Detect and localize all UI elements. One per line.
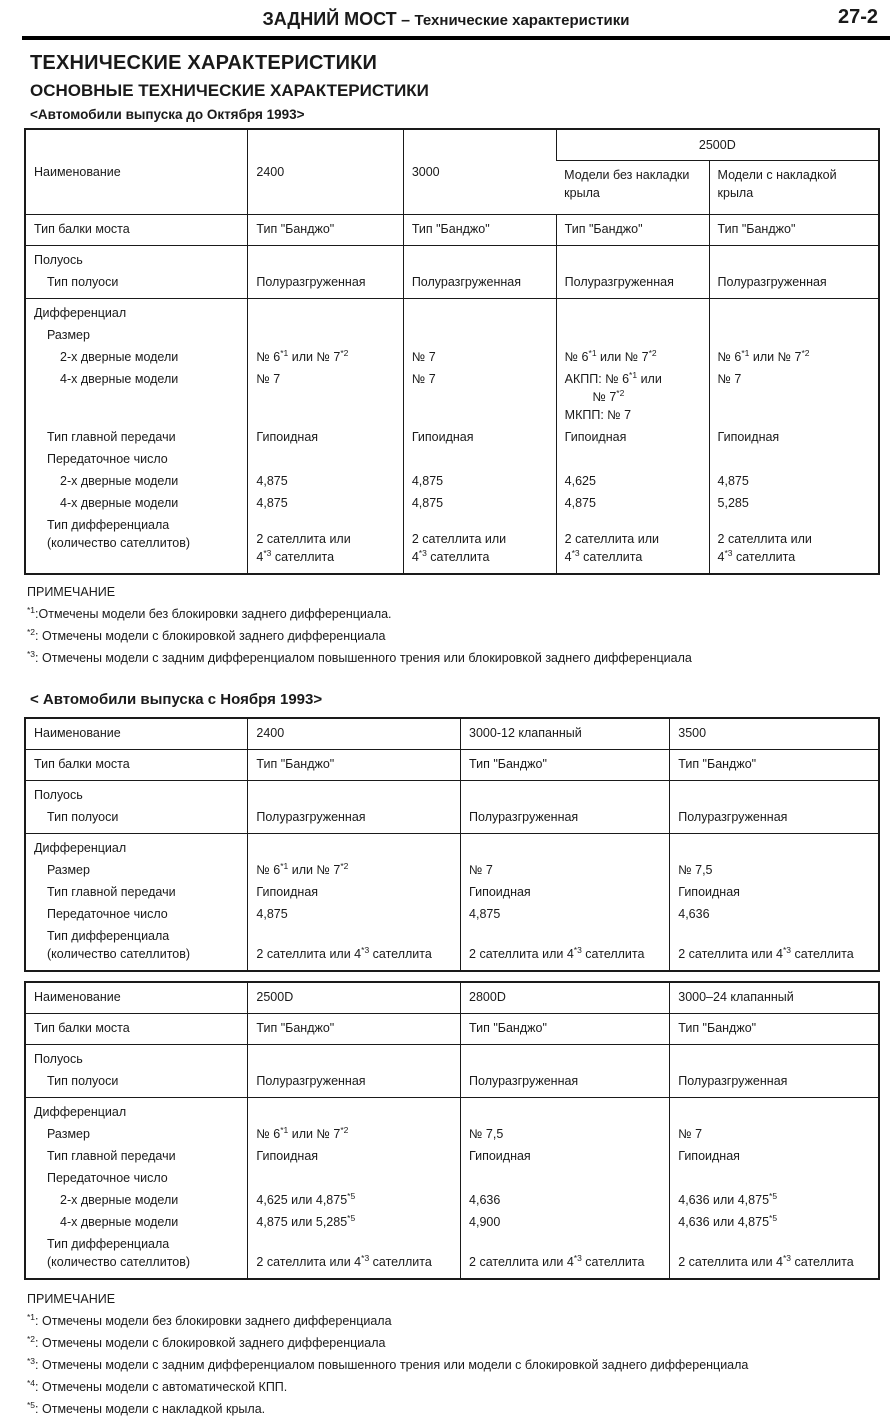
cell-value bbox=[709, 324, 879, 346]
table-row bbox=[25, 1167, 879, 1189]
cell-value: № 6$^{*1}$ или № 7$^{*2}$ bbox=[248, 346, 403, 368]
cell-value: № 7 bbox=[709, 368, 879, 426]
cell-value: АКПП: № 6$^{*1}$ или № 7$^{*2}$ МКПП: № 7 bbox=[556, 368, 709, 426]
note-line-3: $^{*3}$: Отмечены модели с задним дифференциалом повышенного трения или блокировкой заднего дифференциала bbox=[27, 648, 692, 665]
row-label: Тип главной передачи bbox=[47, 1149, 176, 1163]
row-label: Дифференциал bbox=[34, 306, 127, 320]
cell-value bbox=[403, 324, 556, 346]
cell-value: Полуразгруженная bbox=[248, 806, 461, 834]
cell-value: Гипоидная bbox=[248, 881, 461, 903]
cell-value bbox=[461, 1045, 670, 1071]
table-row bbox=[25, 1070, 879, 1098]
cell-value: Тип "Банджо" bbox=[248, 750, 461, 781]
row-label: Тип балки моста bbox=[34, 1021, 130, 1035]
table-header bbox=[25, 129, 879, 215]
table-section bbox=[25, 1045, 879, 1098]
cell-value: № 7 bbox=[461, 859, 670, 881]
note-line-3: $^{*3}$: Отмечены модели с задним дифференциалом повышенного трения или модели с блокировкой заднего дифференциала bbox=[27, 1355, 749, 1372]
cell-value: 4,875 bbox=[556, 492, 709, 514]
cell-value: 4,636 или 4,875$^{*5}$ bbox=[670, 1211, 879, 1233]
table-row bbox=[25, 1189, 879, 1211]
table-row bbox=[25, 1014, 879, 1045]
spec-table-from-nov-1993-petrol bbox=[0, 717, 892, 972]
header-cell: 2500D bbox=[556, 129, 879, 161]
cell-value bbox=[670, 834, 879, 860]
cell-value: 2 сателлита или 4$^{*3}$ сателлита bbox=[248, 514, 403, 574]
cell-value: № 7,5 bbox=[670, 859, 879, 881]
cell-value bbox=[403, 246, 556, 272]
spec-table-from-nov-1993-diesel-table bbox=[24, 981, 880, 1280]
cell-value: 2 сателлита или 4$^{*3}$ сателлита bbox=[709, 514, 879, 574]
cell-value bbox=[248, 1167, 461, 1189]
section-label-before-oct-1993: <Автомобили выпуска до Октября 1993> bbox=[30, 107, 305, 122]
table-section bbox=[25, 1014, 879, 1045]
row-label: 2-х дверные модели bbox=[60, 350, 179, 364]
table-row bbox=[25, 215, 879, 246]
cell-value: 4,900 bbox=[461, 1211, 670, 1233]
cell-value: 2 сателлита или 4$^{*3}$ сателлита bbox=[403, 514, 556, 574]
header-cell: Наименование bbox=[34, 165, 121, 179]
cell-value: Гипоидная bbox=[248, 1145, 461, 1167]
row-label: Тип полуоси bbox=[47, 275, 119, 289]
cell-value: Полуразгруженная bbox=[403, 271, 556, 299]
cell-value: Тип "Банджо" bbox=[403, 215, 556, 246]
row-label: 2-х дверные модели bbox=[60, 1193, 179, 1207]
cell-value: Тип "Банджо" bbox=[248, 1014, 461, 1045]
chapter-subtitle: Технические характеристики bbox=[414, 12, 630, 29]
table-row bbox=[25, 448, 879, 470]
table-row bbox=[25, 718, 879, 750]
cell-value bbox=[248, 324, 403, 346]
row-label: Полуось bbox=[34, 788, 83, 802]
table-section bbox=[25, 246, 879, 299]
table-section bbox=[25, 750, 879, 781]
cell-value: 2 сателлита или 4$^{*3}$ сателлита bbox=[461, 925, 670, 971]
table-section bbox=[25, 834, 879, 972]
cell-value bbox=[461, 781, 670, 807]
table-section bbox=[25, 1098, 879, 1280]
cell-value: 2800D bbox=[461, 982, 670, 1014]
cell-value: 3000–24 клапанный bbox=[670, 982, 879, 1014]
cell-value: Полуразгруженная bbox=[248, 271, 403, 299]
cell-value: Гипоидная bbox=[461, 1145, 670, 1167]
row-label: Передаточное число bbox=[47, 907, 168, 921]
cell-value: 2400 bbox=[248, 718, 461, 750]
cell-value: № 6$^{*1}$ или № 7$^{*2}$ bbox=[556, 346, 709, 368]
cell-value: Полуразгруженная bbox=[709, 271, 879, 299]
table-section bbox=[25, 718, 879, 750]
cell-value bbox=[461, 1167, 670, 1189]
cell-value: 4,875 bbox=[248, 470, 403, 492]
cell-value: Гипоидная bbox=[461, 881, 670, 903]
table-row bbox=[25, 781, 879, 807]
cell-value bbox=[403, 299, 556, 325]
cell-value: Гипоидная bbox=[670, 881, 879, 903]
note-line-2: $^{*2}$: Отмечены модели с блокировкой заднего дифференциала bbox=[27, 1333, 386, 1350]
spec-table-from-nov-1993-petrol-table bbox=[24, 717, 880, 972]
cell-value: 2 сателлита или 4$^{*3}$ сателлита bbox=[670, 1233, 879, 1279]
table-row bbox=[25, 346, 879, 368]
row-label: Тип балки моста bbox=[34, 222, 130, 236]
cell-value: Гипоидная bbox=[403, 426, 556, 448]
table-row bbox=[25, 299, 879, 325]
section-label-from-nov-1993: < Автомобили выпуска с Ноября 1993> bbox=[30, 691, 323, 708]
table-row bbox=[25, 750, 879, 781]
sub-heading: ОСНОВНЫЕ ТЕХНИЧЕСКИЕ ХАРАКТЕРИСТИКИ bbox=[30, 81, 429, 100]
spec-table-from-nov-1993-diesel bbox=[0, 981, 892, 1280]
cell-value bbox=[709, 246, 879, 272]
cell-value bbox=[670, 1045, 879, 1071]
cell-value: № 7 bbox=[248, 368, 403, 426]
cell-value: 4,875 bbox=[461, 903, 670, 925]
header-cell: Модели без накладки крыла bbox=[564, 168, 690, 200]
cell-value: № 7 bbox=[403, 346, 556, 368]
row-label: Тип балки моста bbox=[34, 757, 130, 771]
notes-block-1 bbox=[27, 582, 892, 669]
table-row bbox=[25, 514, 879, 574]
cell-value: Гипоидная bbox=[709, 426, 879, 448]
cell-value: 4,875 bbox=[709, 470, 879, 492]
cell-value bbox=[248, 246, 403, 272]
table-row bbox=[25, 1098, 879, 1124]
table-section bbox=[25, 299, 879, 575]
cell-value: 4,875 bbox=[403, 492, 556, 514]
cell-value bbox=[403, 448, 556, 470]
row-label: 4-х дверные модели bbox=[60, 372, 179, 386]
cell-value: Полуразгруженная bbox=[461, 806, 670, 834]
header-row bbox=[25, 129, 879, 161]
cell-value: Гипоидная bbox=[248, 426, 403, 448]
row-label: Наименование bbox=[34, 726, 121, 740]
cell-value bbox=[248, 781, 461, 807]
cell-value: 4,875 bbox=[248, 903, 461, 925]
table-row bbox=[25, 834, 879, 860]
table-section bbox=[25, 215, 879, 246]
cell-value bbox=[461, 1098, 670, 1124]
row-label: Полуось bbox=[34, 253, 83, 267]
table-row bbox=[25, 426, 879, 448]
table-row bbox=[25, 806, 879, 834]
cell-value: № 7 bbox=[670, 1123, 879, 1145]
table-row bbox=[25, 1123, 879, 1145]
cell-value: Гипоидная bbox=[670, 1145, 879, 1167]
header-cell: 2400 bbox=[248, 129, 403, 215]
cell-value: 4,625 bbox=[556, 470, 709, 492]
cell-value: Полуразгруженная bbox=[670, 806, 879, 834]
cell-value: 4,636 bbox=[670, 903, 879, 925]
row-label: Передаточное число bbox=[47, 1171, 168, 1185]
row-label: Дифференциал bbox=[34, 1105, 127, 1119]
row-label: Тип главной передачи bbox=[47, 430, 176, 444]
note-line-1: $^{*1}$: Отмечены модели без блокировки заднего дифференциала bbox=[27, 1311, 392, 1328]
row-label: Тип дифференциала (количество сателлитов) bbox=[47, 518, 191, 550]
row-label: Наименование bbox=[34, 990, 121, 1004]
cell-value: Тип "Банджо" bbox=[461, 1014, 670, 1045]
cell-value: 2500D bbox=[248, 982, 461, 1014]
page-number: 27-2 bbox=[837, 6, 878, 28]
page-header bbox=[0, 0, 892, 40]
table-row bbox=[25, 881, 879, 903]
cell-value bbox=[556, 324, 709, 346]
cell-value: 2 сателлита или 4$^{*3}$ сателлита bbox=[670, 925, 879, 971]
note-line-1: $^{*1}$:Отмечены модели без блокировки заднего дифференциала. bbox=[27, 604, 392, 621]
notes-title: ПРИМЕЧАНИЕ bbox=[27, 585, 116, 599]
header-cell: Модели с накладкой крыла bbox=[709, 161, 879, 215]
cell-value bbox=[248, 299, 403, 325]
row-label: Тип дифференциала (количество сателлитов) bbox=[47, 929, 191, 961]
table-row bbox=[25, 368, 879, 426]
cell-value: 3500 bbox=[670, 718, 879, 750]
table-row bbox=[25, 324, 879, 346]
cell-value bbox=[709, 299, 879, 325]
table-row bbox=[25, 246, 879, 272]
cell-value bbox=[248, 1098, 461, 1124]
row-label: Дифференциал bbox=[34, 841, 127, 855]
cell-value bbox=[709, 448, 879, 470]
cell-value bbox=[461, 834, 670, 860]
cell-value: Полуразгруженная bbox=[248, 1070, 461, 1098]
table-row bbox=[25, 903, 879, 925]
chapter-title: ЗАДНИЙ МОСТ bbox=[262, 9, 397, 29]
note-line-5: $^{*5}$: Отмечены модели с накладкой крыла. bbox=[27, 1399, 266, 1416]
cell-value: 4,636 или 4,875$^{*5}$ bbox=[670, 1189, 879, 1211]
table-row bbox=[25, 470, 879, 492]
cell-value: № 6$^{*1}$ или № 7$^{*2}$ bbox=[248, 859, 461, 881]
cell-value: Тип "Банджо" bbox=[709, 215, 879, 246]
table-row bbox=[25, 271, 879, 299]
row-label: Размер bbox=[47, 328, 90, 342]
cell-value: Полуразгруженная bbox=[461, 1070, 670, 1098]
row-label: 4-х дверные модели bbox=[60, 1215, 179, 1229]
cell-value: 2 сателлита или 4$^{*3}$ сателлита bbox=[248, 925, 461, 971]
row-label: Тип полуоси bbox=[47, 810, 119, 824]
cell-value bbox=[670, 1167, 879, 1189]
row-label: Размер bbox=[47, 1127, 90, 1141]
table-section bbox=[25, 781, 879, 834]
table-row bbox=[25, 1145, 879, 1167]
cell-value: 2 сателлита или 4$^{*3}$ сателлита bbox=[248, 1233, 461, 1279]
row-label: Тип дифференциала (количество сателлитов) bbox=[47, 1237, 191, 1269]
cell-value: № 6$^{*1}$ или № 7$^{*2}$ bbox=[248, 1123, 461, 1145]
cell-value: 4,875 или 5,285$^{*5}$ bbox=[248, 1211, 461, 1233]
cell-value bbox=[670, 781, 879, 807]
header-title bbox=[0, 9, 892, 30]
cell-value: Тип "Банджо" bbox=[461, 750, 670, 781]
cell-value: 2 сателлита или 4$^{*3}$ сателлита bbox=[556, 514, 709, 574]
row-label: Передаточное число bbox=[47, 452, 168, 466]
table-row bbox=[25, 492, 879, 514]
notes-title: ПРИМЕЧАНИЕ bbox=[27, 1292, 116, 1306]
title-separator: – bbox=[401, 12, 411, 29]
row-label: Тип полуоси bbox=[47, 1074, 119, 1088]
row-label: Тип главной передачи bbox=[47, 885, 176, 899]
cell-value: Полуразгруженная bbox=[670, 1070, 879, 1098]
cell-value: № 7,5 bbox=[461, 1123, 670, 1145]
header-cell: 3000 bbox=[403, 129, 556, 215]
table-row bbox=[25, 1211, 879, 1233]
row-label: 4-х дверные модели bbox=[60, 496, 179, 510]
cell-value: Гипоидная bbox=[556, 426, 709, 448]
cell-value: Тип "Банджо" bbox=[248, 215, 403, 246]
table-row bbox=[25, 925, 879, 971]
note-line-2: $^{*2}$: Отмечены модели с блокировкой заднего дифференциала bbox=[27, 626, 386, 643]
header-rule bbox=[22, 36, 890, 40]
cell-value bbox=[248, 1045, 461, 1071]
row-label: Полуось bbox=[34, 1052, 83, 1066]
table-row bbox=[25, 982, 879, 1014]
cell-value bbox=[556, 448, 709, 470]
cell-value: 5,285 bbox=[709, 492, 879, 514]
cell-value bbox=[670, 1098, 879, 1124]
table-row bbox=[25, 1045, 879, 1071]
notes-block-2 bbox=[27, 1289, 892, 1420]
cell-value: Тип "Банджо" bbox=[670, 750, 879, 781]
cell-value bbox=[556, 246, 709, 272]
spec-table-before-oct-1993 bbox=[0, 128, 892, 575]
cell-value: 4,636 bbox=[461, 1189, 670, 1211]
cell-value bbox=[248, 448, 403, 470]
cell-value: Полуразгруженная bbox=[556, 271, 709, 299]
row-label: 2-х дверные модели bbox=[60, 474, 179, 488]
cell-value bbox=[248, 834, 461, 860]
table-row bbox=[25, 859, 879, 881]
cell-value: 2 сателлита или 4$^{*3}$ сателлита bbox=[461, 1233, 670, 1279]
spec-table-before-oct-1993-table bbox=[24, 128, 880, 575]
cell-value: 4,875 bbox=[248, 492, 403, 514]
cell-value: Тип "Банджо" bbox=[670, 1014, 879, 1045]
cell-value: 4,625 или 4,875$^{*5}$ bbox=[248, 1189, 461, 1211]
table-row bbox=[25, 1233, 879, 1279]
cell-value: Тип "Банджо" bbox=[556, 215, 709, 246]
cell-value: 4,875 bbox=[403, 470, 556, 492]
cell-value: 3000-12 клапанный bbox=[461, 718, 670, 750]
cell-value: № 6$^{*1}$ или № 7$^{*2}$ bbox=[709, 346, 879, 368]
table-section bbox=[25, 982, 879, 1014]
main-heading: ТЕХНИЧЕСКИЕ ХАРАКТЕРИСТИКИ bbox=[30, 52, 378, 74]
cell-value bbox=[556, 299, 709, 325]
note-line-4: $^{*4}$: Отмечены модели с автоматической КПП. bbox=[27, 1377, 288, 1394]
row-label: Размер bbox=[47, 863, 90, 877]
cell-value: № 7 bbox=[403, 368, 556, 426]
